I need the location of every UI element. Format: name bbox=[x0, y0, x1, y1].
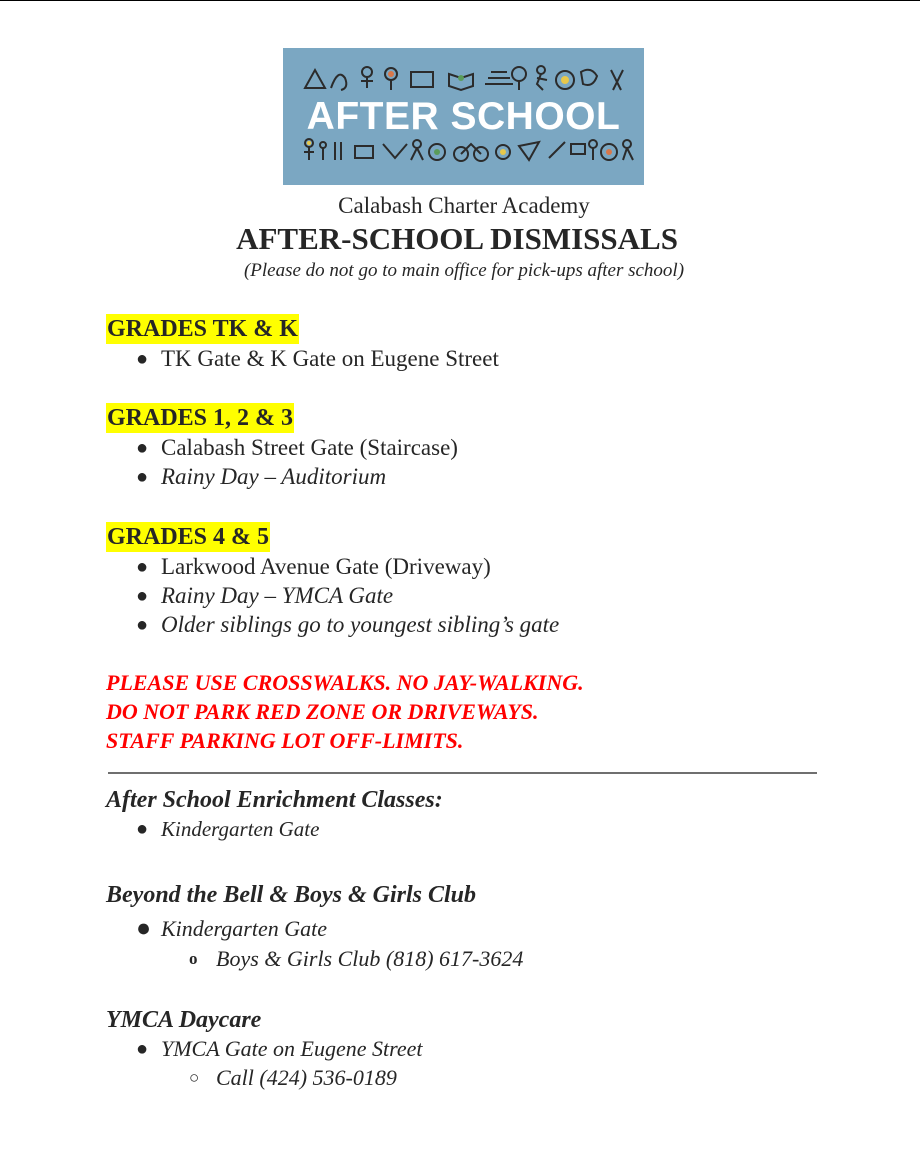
section-heading-grades-4-5: GRADES 4 & 5 bbox=[107, 524, 270, 550]
list-item: YMCA Gate on Eugene Street bbox=[161, 1036, 423, 1061]
bullet-icon: ● bbox=[136, 348, 149, 370]
top-rule bbox=[0, 0, 920, 1]
list-item: Kindergarten Gate bbox=[161, 916, 327, 941]
warning-staff-parking: STAFF PARKING LOT OFF-LIMITS. bbox=[106, 728, 464, 753]
list-item: Larkwood Avenue Gate (Driveway) bbox=[161, 554, 491, 579]
list-item: Older siblings go to youngest sibling’s gate bbox=[161, 612, 560, 637]
bullet-icon: ● bbox=[136, 614, 149, 636]
bullet-icon: ● bbox=[136, 466, 149, 488]
program-heading-ymca: YMCA Daycare bbox=[106, 1007, 262, 1033]
banner-title: AFTER SCHOOL bbox=[306, 95, 621, 138]
sub-list-item: Call (424) 536-0189 bbox=[216, 1065, 397, 1090]
school-name: Calabash Charter Academy bbox=[338, 193, 590, 218]
section-heading-grades-1-2-3: GRADES 1, 2 & 3 bbox=[107, 405, 294, 431]
sub-bullet-icon: ○ bbox=[189, 1068, 200, 1087]
bullet-icon: ● bbox=[136, 1038, 149, 1060]
list-item: Rainy Day – YMCA Gate bbox=[161, 583, 394, 608]
section-heading-grades-tk-k: GRADES TK & K bbox=[107, 316, 298, 342]
bullet-icon: ● bbox=[136, 818, 149, 840]
bullet-icon: ● bbox=[136, 585, 149, 607]
warning-crosswalks: PLEASE USE CROSSWALKS. NO JAY-WALKING. bbox=[106, 670, 584, 695]
divider bbox=[108, 772, 817, 774]
sub-bullet-icon: o bbox=[189, 949, 198, 968]
list-item: TK Gate & K Gate on Eugene Street bbox=[161, 346, 499, 371]
bullet-icon: ● bbox=[136, 915, 152, 942]
list-item: Rainy Day – Auditorium bbox=[161, 464, 387, 489]
list-item: Kindergarten Gate bbox=[161, 817, 320, 841]
list-item: Calabash Street Gate (Staircase) bbox=[161, 435, 458, 460]
page-title: AFTER-SCHOOL DISMISSALS bbox=[236, 221, 678, 256]
warning-red-zone: DO NOT PARK RED ZONE OR DRIVEWAYS. bbox=[106, 699, 539, 724]
bullet-icon: ● bbox=[136, 556, 149, 578]
after-school-banner bbox=[283, 48, 644, 185]
program-heading-beyond-the-bell: Beyond the Bell & Boys & Girls Club bbox=[106, 882, 477, 908]
bullet-icon: ● bbox=[136, 437, 149, 459]
sub-list-item: Boys & Girls Club (818) 617-3624 bbox=[216, 946, 524, 971]
page-subtitle: (Please do not go to main office for pick-ups after school) bbox=[243, 260, 685, 281]
program-heading-enrichment: After School Enrichment Classes: bbox=[106, 787, 443, 813]
